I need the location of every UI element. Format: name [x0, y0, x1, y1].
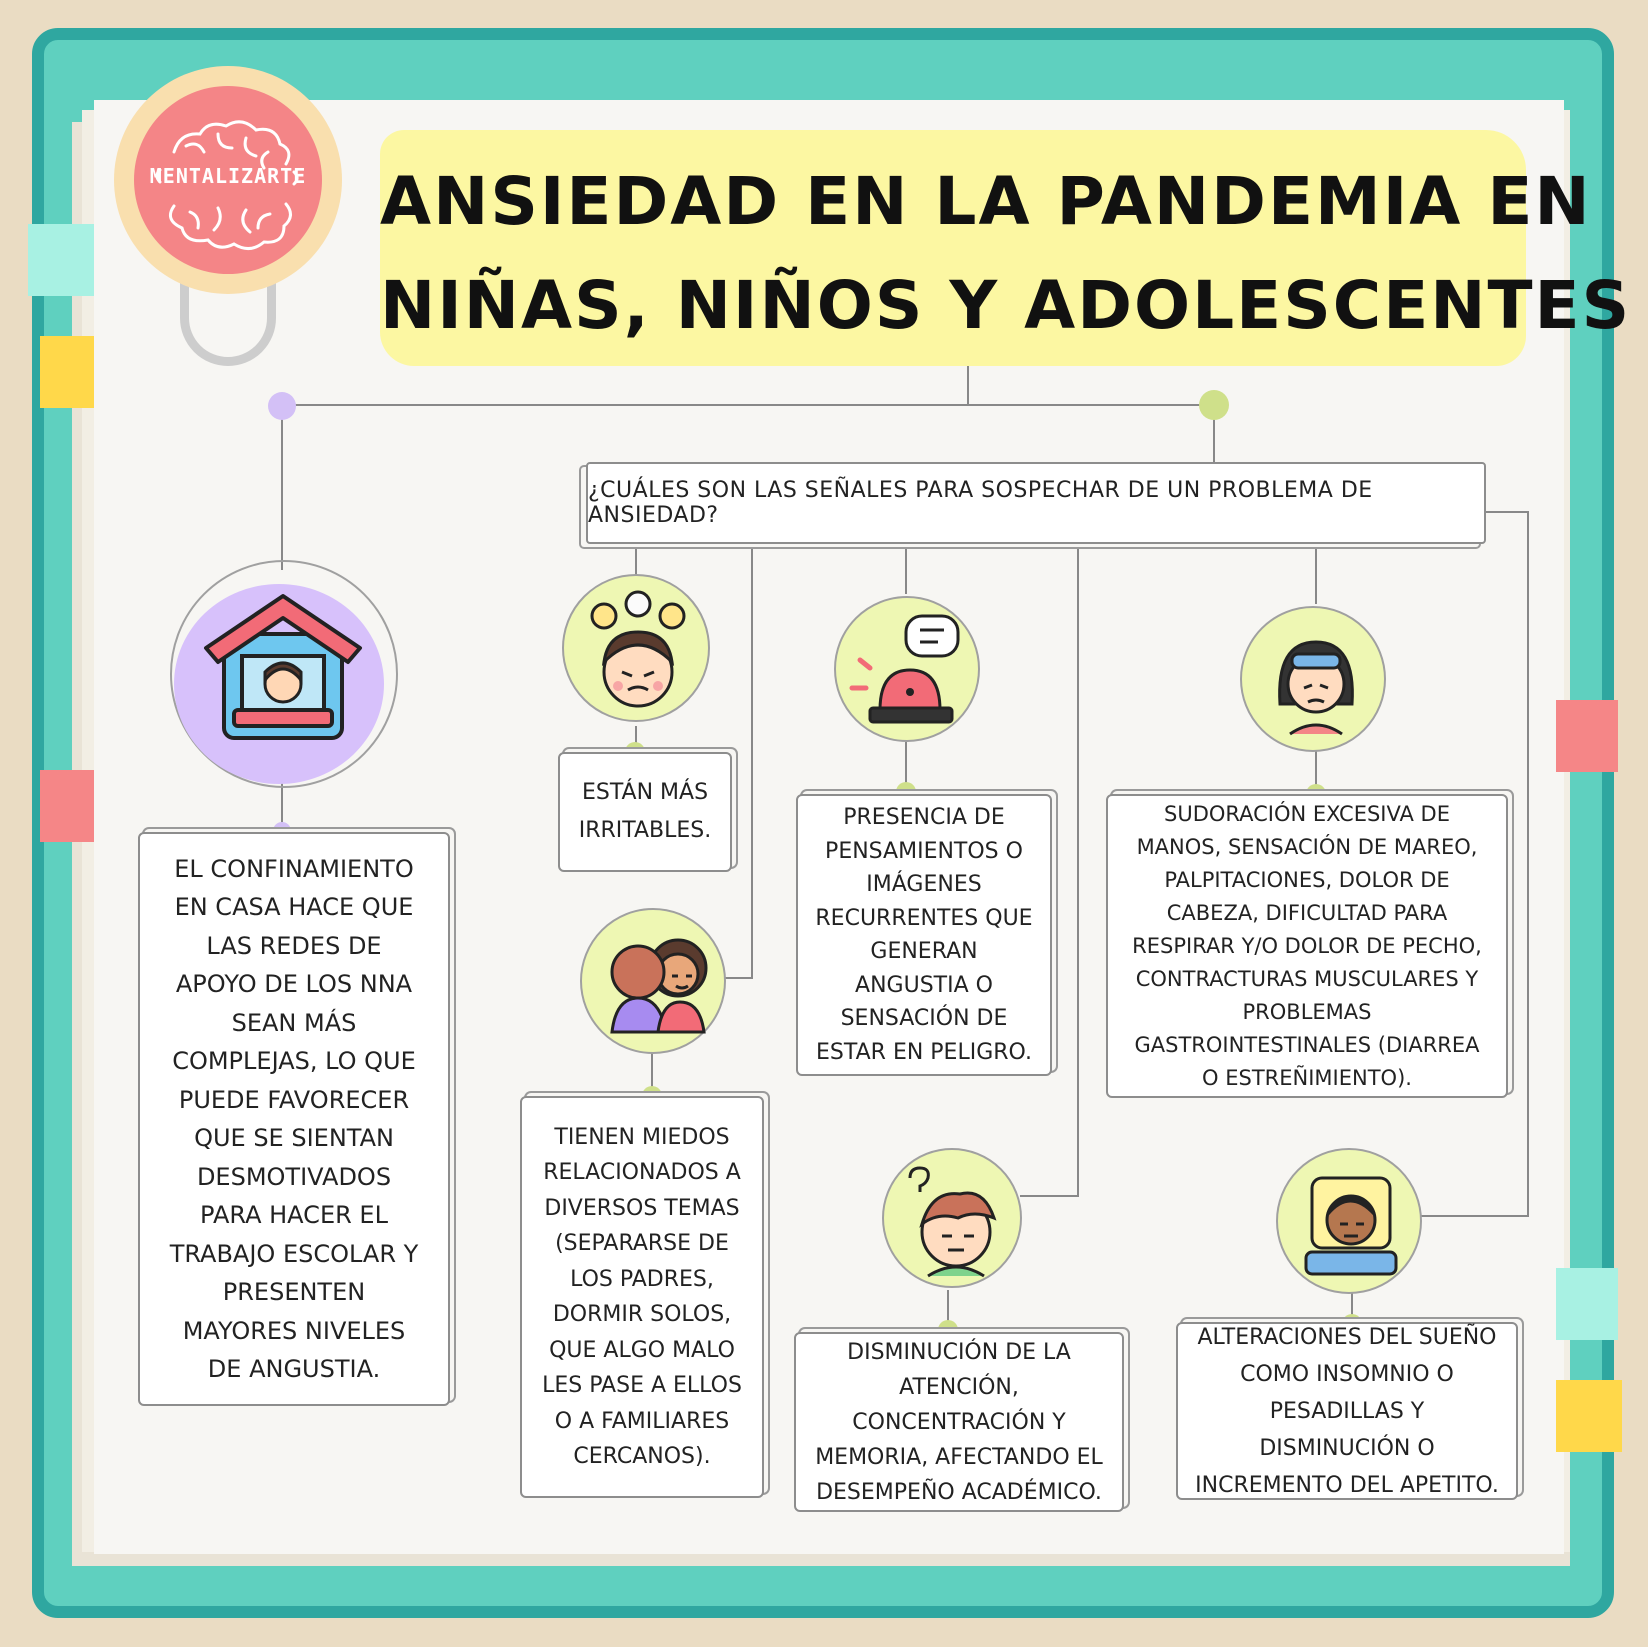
sign-text-thoughts: PRESENCIA DE PENSAMIENTOS O IMÁGENES RECURRENTES QUE GENERAN ANGUSTIA O SENSACIÓN DE ESTAR EN PELIGRO. — [815, 805, 1033, 1065]
sign-box-irritable — [558, 752, 732, 872]
sign-circle-sleep — [1276, 1148, 1422, 1294]
logo-text: MENTALIZARTE — [149, 164, 307, 188]
question-box: ¿CUÁLES SON LAS SEÑALES PARA SOSPECHAR DE UN PROBLEMA DE ANSIEDAD? — [586, 462, 1486, 544]
sign-text-irritable: ESTÁN MÁS IRRITABLES. — [578, 780, 712, 843]
sign-circle-fears — [580, 908, 726, 1054]
sign-circle-attention — [882, 1148, 1022, 1288]
sick-girl-icon — [1242, 608, 1388, 754]
sign-box-sleep — [1176, 1322, 1518, 1500]
sign-box-attention — [794, 1332, 1124, 1512]
junction-dot-purple — [268, 392, 296, 420]
sign-circle-thoughts — [834, 596, 980, 742]
sign-box-fears — [520, 1096, 764, 1498]
junction-dot-green — [1199, 390, 1229, 420]
alarm-siren-icon — [836, 598, 982, 744]
title-line-1: ANSIEDAD EN LA PANDEMIA EN — [380, 163, 1592, 240]
sign-text-attention: DISMINUCIÓN DE LA ATENCIÓN, CONCENTRACIÓN Y MEMORIA, AFECTANDO EL DESEMPEÑO ACADÉMICO. — [815, 1339, 1103, 1505]
sign-text-sleep: ALTERACIONES DEL SUEÑO COMO INSOMNIO O PESADILLAS Y DISMINUCIÓN O INCREMENTO DEL APETITO. — [1195, 1324, 1499, 1498]
sign-text-fears: TIENEN MIEDOS RELACIONADOS A DIVERSOS TEMAS (SEPARARSE DE LOS PADRES, DORMIR SOLOS, QUE ALGO MALO LES PASE A ELLOS O A FAMILIARES CERCANOS). — [542, 1124, 742, 1469]
sign-box-physical — [1106, 794, 1508, 1098]
house-circle — [170, 560, 398, 788]
context-box — [138, 832, 450, 1406]
sign-circle-physical — [1240, 606, 1386, 752]
house-window-icon — [172, 562, 400, 790]
sign-box-thoughts — [796, 794, 1052, 1076]
sign-text-physical: SUDORACIÓN EXCESIVA DE MANOS, SENSACIÓN DE MAREO, PALPITACIONES, DOLOR DE CABEZA, DIFICULTAD PARA RESPIRAR Y/O DOLOR DE PECHO, CONTRACTURAS MUSCULARES Y PROBLEMAS GASTROINTESTINALES (DIARREA O ESTREÑIMIENTO). — [1132, 801, 1482, 1090]
confused-boy-icon — [884, 1150, 1024, 1290]
hugging-people-icon — [582, 910, 728, 1056]
title-line-2: NIÑAS, NIÑOS Y ADOLESCENTES — [380, 267, 1632, 344]
sleeping-boy-icon — [1278, 1150, 1424, 1296]
sign-circle-irritable — [562, 574, 710, 722]
context-text: EL CONFINAMIENTO EN CASA HACE QUE LAS REDES DE APOYO DE LOS NNA SEAN MÁS COMPLEJAS, LO QUE PUEDE FAVORECER QUE SE SIENTAN DESMOTIVADOS PARA HACER EL TRABAJO ESCOLAR Y PRESENTEN MAYORES NIVELES DE ANGUSTIA. — [169, 854, 419, 1383]
angry-face-icon — [564, 576, 712, 724]
